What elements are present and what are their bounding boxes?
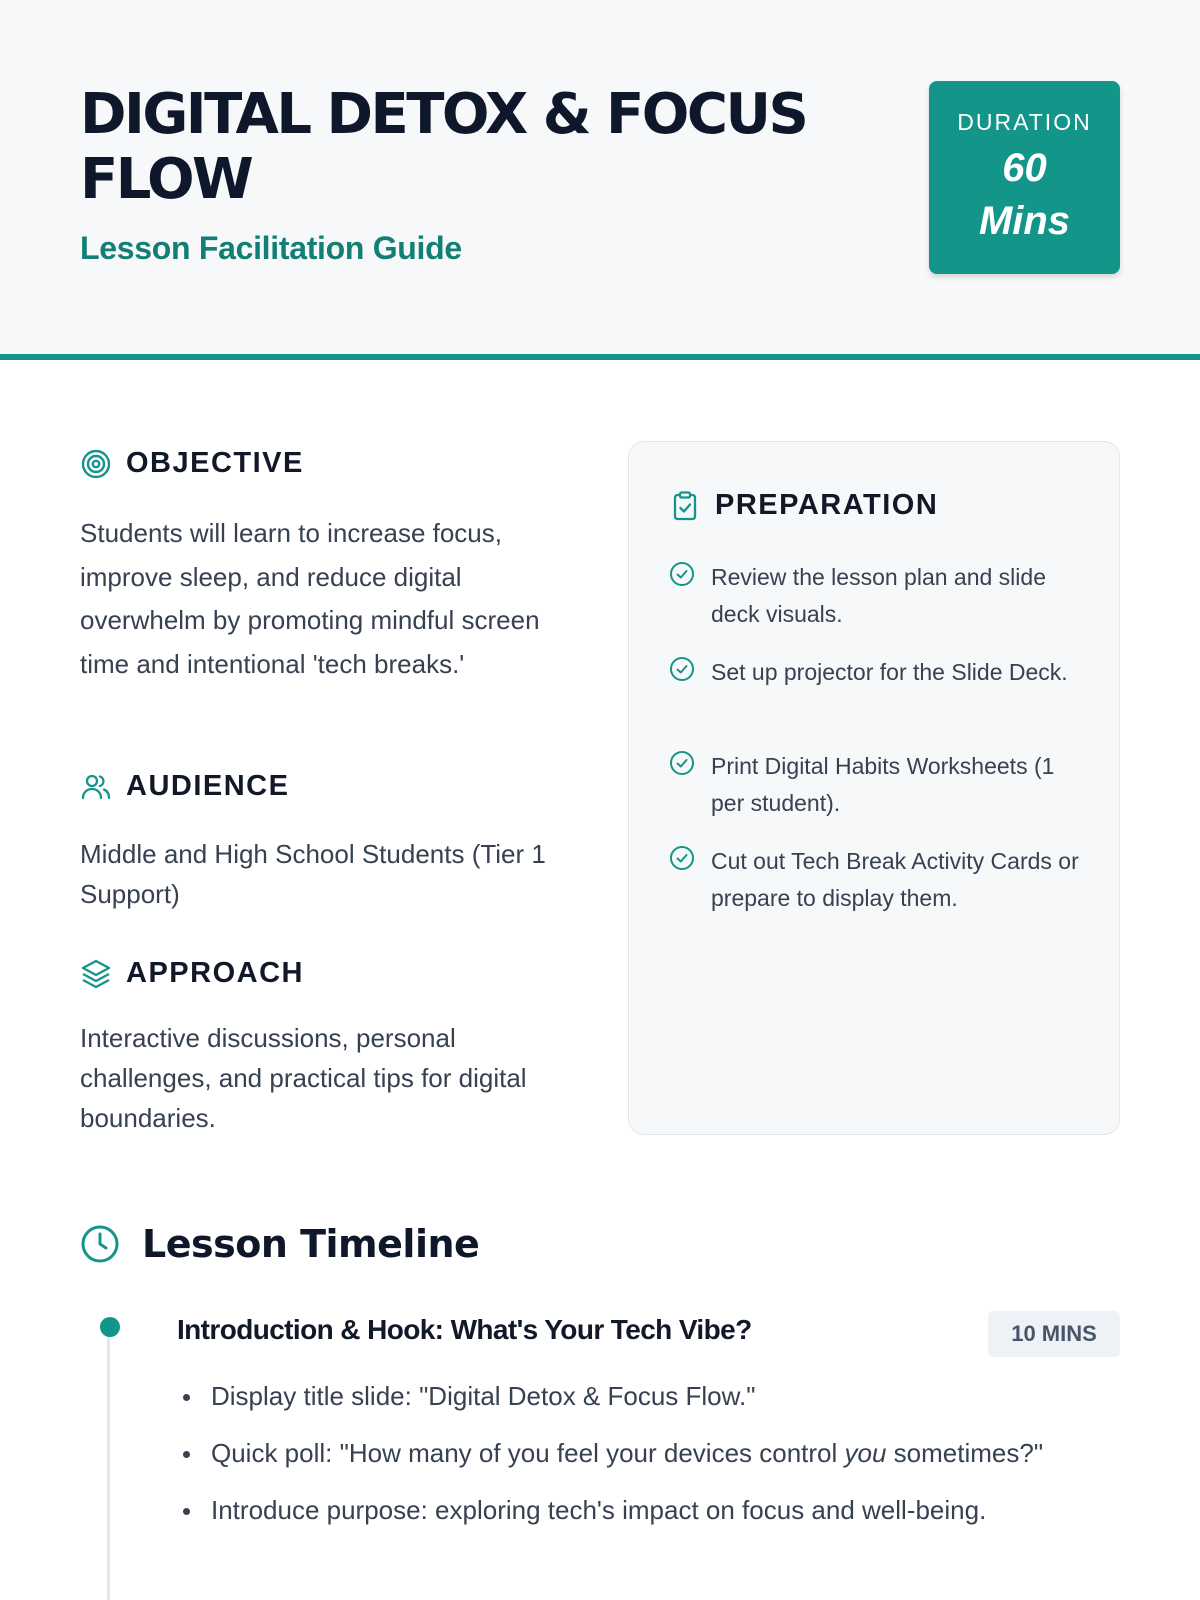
objective-label: OBJECTIVE <box>126 447 304 479</box>
target-icon <box>80 448 112 480</box>
users-icon <box>80 771 112 803</box>
timeline-step-duration: 10 MINS <box>988 1311 1120 1357</box>
preparation-item-text: Set up projector for the Slide Deck. <box>711 659 1068 685</box>
page-title: DIGITAL DETOX & FOCUS FLOW <box>80 82 807 212</box>
preparation-card <box>628 441 1120 1135</box>
timeline-step-bullets <box>211 1375 1111 1546</box>
preparation-item-text: Review the lesson plan and slide deck visuals. <box>711 564 1046 627</box>
check-circle-icon <box>669 561 695 587</box>
timeline-bullet <box>211 1432 1111 1475</box>
audience-heading <box>80 770 289 803</box>
audience-label: AUDIENCE <box>126 770 290 802</box>
check-circle-icon <box>669 845 695 871</box>
audience-text: Middle and High School Students (Tier 1 Support) <box>80 839 546 909</box>
timeline-bullet: Display title slide: "Digital Detox & Focus Flow." <box>211 1375 1111 1418</box>
duration-value: 60 Mins <box>978 146 1071 243</box>
timeline-bullet: Introduce purpose: exploring tech's impact on focus and well-being. <box>211 1489 1111 1532</box>
page-header <box>0 0 1200 360</box>
timeline-heading <box>80 1222 479 1266</box>
bullet-text: sometimes?" <box>886 1438 1044 1468</box>
duration-badge <box>929 81 1120 274</box>
bullet-text: Quick poll: "How many of you feel your devices control <box>211 1438 845 1468</box>
layers-icon <box>80 958 112 990</box>
timeline-line <box>107 1328 110 1600</box>
duration-label: DURATION <box>957 109 1092 135</box>
preparation-heading <box>669 489 938 522</box>
approach-label: APPROACH <box>126 957 304 989</box>
timeline-step-title: Introduction & Hook: What's Your Tech Vibe? <box>177 1314 752 1345</box>
page-subtitle: Lesson Facilitation Guide <box>80 230 462 266</box>
objective-heading <box>80 447 304 480</box>
approach-heading <box>80 957 304 990</box>
timeline-label: Lesson Timeline <box>142 1222 480 1266</box>
preparation-item-text: Cut out Tech Break Activity Cards or prepare to display them. <box>711 848 1079 911</box>
approach-text: Interactive discussions, personal challenges, and practical tips for digital boundaries. <box>80 1023 527 1133</box>
check-circle-icon <box>669 656 695 682</box>
clock-icon <box>80 1224 120 1264</box>
clipboard-check-icon <box>669 490 701 522</box>
objective-text: Students will learn to increase focus, improve sleep, and reduce digital overwhelm by promoting mindful screen time and intentional 'tech breaks.' <box>80 518 540 679</box>
bullet-emphasis: you <box>844 1438 887 1468</box>
timeline-dot <box>100 1317 120 1337</box>
preparation-label: PREPARATION <box>715 489 939 521</box>
preparation-item-text: Print Digital Habits Worksheets (1 per student). <box>711 753 1055 816</box>
check-circle-icon <box>669 750 695 776</box>
